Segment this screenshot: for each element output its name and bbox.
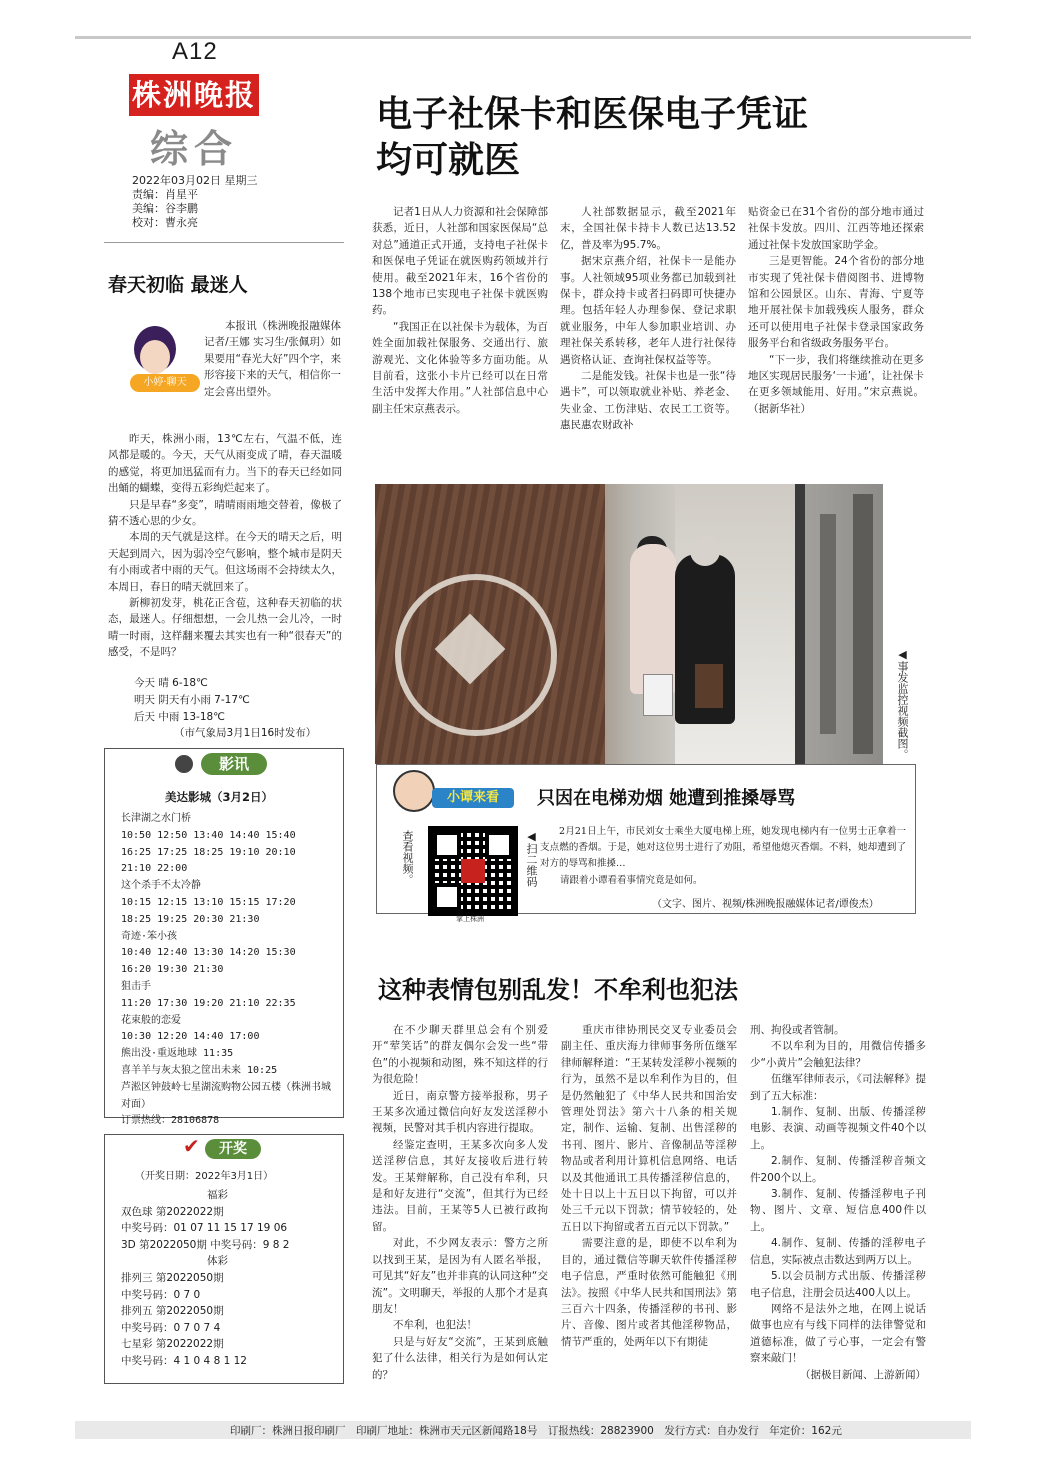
paragraph: 据宋京燕介绍，社保卡一是能办事。人社领域95项业务都已加载到社保卡，群众持卡或者扫码即可快捷办理。包括年轻人办理参保、登记求职就业服务，中年人参加职业培训、办理社保关系转移，老年人进行社保待遇资格认证、查询社保权益等等。: [560, 255, 736, 366]
paragraph: 经鉴定查明，王某多次向多人发送淫秽信息，其好友接收后进行转发。王某辩解称，自己没有牟利，只是和好友进行“交流”，但其行为已经违法。目前，王某等5人已被行政拘留。: [372, 1138, 548, 1233]
showtime-row: 16:20 19:30 21:30: [121, 964, 224, 976]
paragraph: 昨天，株洲小雨，13℃左右，气温不低，连风都是暖的。今天，天气从雨变成了晴，春天温暖的感觉，将更加迅猛而有力。当下的春天已经如同出蛹的蝴蝶，变得五彩绚烂起来了。: [108, 433, 342, 495]
paragraph: 重庆市律协刑民交叉专业委员会副主任、重庆海力律师事务所伍继军律师解释道：“王某转发淫秽小视频的行为，虽然不是以牟利作为目的，但是仍然触犯了《中华人民共和国治安管理处罚法》第六十八条的相关规定，制作、运输、复制、出售淫秽的书刊、图片、影片、音像制品等淫秽物品或者利用计算机信息网络、电话以及其他通讯工具传播淫秽信息的，处十日以上十五日以下拘留，可以并处三千元以下罚款；情节较轻的，处五日以下拘留或者五百元以下罚款。”: [561, 1024, 737, 1233]
paragraph: 不牟利，也犯法！: [393, 1319, 477, 1332]
masthead-logo: 株洲晚报: [129, 74, 259, 116]
story3-col1: [372, 1022, 548, 1402]
paragraph: 伍继军律师表示，《司法解释》提到了五大标准：: [750, 1073, 926, 1102]
paragraph: 近日，南京警方接举报称，男子王某多次通过微信向好友发送淫秽小视频，民警对其手机内容进行提取。: [372, 1089, 548, 1135]
lottery-category: 体彩: [207, 1255, 228, 1268]
showtimes: [121, 811, 337, 1130]
showtime-row: 10:30 12:20 14:40 17:00: [121, 1031, 260, 1043]
story1-col1: [372, 204, 548, 442]
story1-col2: [560, 204, 736, 472]
paragraph: 对此，不少网友表示：警方之所以找到王某，是因为有人匿名举报，可见其“好友”也并非真的认同这种“交流”。文明聊天，举报的人那个才是真朋友！: [372, 1237, 548, 1315]
paragraph: 2.制作、复制、传播淫秽音频文件200个以上。: [750, 1155, 926, 1184]
paragraph: 只是早春“多变”，晴晴雨雨地交替着，像极了猜不透心思的少女。: [108, 498, 342, 528]
story3-col2: [561, 1022, 737, 1402]
movie-title: 奇迹·笨小孩: [121, 930, 178, 942]
showtime-row: 喜羊羊与灰太狼之筐出未来 10:25: [121, 1064, 278, 1076]
paragraph: 4.制作、复制、传播的淫秽电子信息，实际被点击数达到两万以上。: [750, 1237, 926, 1266]
paragraph: “下一步，我们将继续推动在更多地区实现居民服务‘一卡通’，让社保卡在更多领域能用、好用。”宋京燕说。（据新华社）: [748, 353, 924, 415]
story3-col3: [750, 1022, 926, 1402]
showtime-row: 熊出没·重返地球 11:35: [121, 1048, 234, 1060]
paragraph: 刑、拘役或者管制。: [750, 1024, 845, 1036]
story2-body: 2月21日上午，市民刘女士乘坐大厦电梯上班，她发现电梯内有一位男士正拿着一支点燃的香烟。于是，她对这位男士进行了劝阻，希望他熄灭香烟。不料，她却遭到了对方的辱骂和推搡…: [540, 826, 906, 869]
lottery-date: （开奖日期：2022年3月1日）: [135, 1171, 274, 1182]
photo-caption: ◀事发监控视频截图。: [896, 648, 909, 760]
cinema-header: 影讯: [201, 753, 267, 775]
video-badge: 小谭来看: [432, 788, 514, 808]
surveillance-photo: [375, 484, 883, 764]
lottery-line: 七星彩 第2022022期: [121, 1338, 224, 1351]
movie-title: 这个杀手不太冷静: [121, 880, 201, 892]
cinema-address: 芦淞区钟鼓岭七星湖流购物公园五楼（株洲书城对面）: [121, 1081, 331, 1110]
showtime-row: 10:15 12:15 13:10 15:15 17:20: [121, 896, 296, 908]
scan-qr-hint: ◀扫二维码: [525, 830, 538, 887]
story2-credit: （文字、图片、视频/株洲晚报融媒体记者/谭俊杰）: [652, 899, 879, 910]
qr-hint: 查看视频。: [401, 830, 414, 885]
forecast-tomorrow: 明天 阴天有小雨 7-17℃: [134, 693, 250, 706]
lottery-line: 中奖号码：4 1 0 4 8 1 12: [121, 1354, 247, 1367]
movie-title: 长津湖之水门桥: [121, 813, 191, 824]
story2-headline: 只因在电梯劝烟 她遭到推搡辱骂: [537, 788, 796, 809]
lottery-box: [104, 1134, 344, 1384]
showtime-row: 21:10 22:00: [121, 863, 188, 875]
qr-label: 掌上株洲: [456, 915, 484, 923]
paragraph: 人社部数据显示，截至2021年末，全国社保卡持卡人数已达13.52亿，普及率为95.7%。: [560, 206, 736, 251]
page-number: A12: [172, 38, 218, 65]
reporter-avatar: [393, 770, 435, 812]
paragraph: 三是更智能。24个省份的部分地市实现了凭社保卡借阅图书、进博物馆和公园景区。山东、青海、宁夏等地开展社保卡加载残疾人服务，群众还可以使用电子社保卡登录国家政务服务平台和省级政务服务平台。: [748, 255, 924, 350]
paragraph: （据极目新闻、上游新闻）: [800, 1368, 926, 1381]
lottery-header: 开奖: [205, 1139, 261, 1159]
paragraph: 5.以会员制方式出版、传播淫秽电子信息，注册会员达400人以上。: [750, 1270, 926, 1299]
qr-code[interactable]: [428, 826, 518, 916]
paragraph: 本周的天气就是这样。在今天的晴天之后，明天起到周六，因为弱冷空气影响，整个城市是阴天有小雨或者中雨的天气。但这场雨不会持续太久，本周日，春日的晴天就回来了。: [108, 531, 342, 593]
paragraph: 网络不是法外之地，在网上说话做事也应有与线下同样的法律警觉和道德标准，做了亏心事，一定会有警察来敲门！: [750, 1302, 926, 1365]
movie-title: 花束般的恋爱: [121, 1014, 181, 1026]
story1-headline: 电子社保卡和医保电子凭证 均可就医: [376, 94, 809, 181]
showtime-row: 10:40 12:40 13:30 14:20 15:30: [121, 947, 296, 959]
paragraph: 在不少聊天群里总会有个别爱开“荤笑话”的群友偶尔会发一些“带色”的小视频和动图，殊不知这样的行为很危险！: [372, 1024, 548, 1086]
paragraph: 3.制作、复制、传播淫秽电子刊物、图片、文章、短信息400件以上。: [750, 1188, 926, 1233]
editor: 责编：肖星平: [132, 188, 198, 201]
lottery-results: [121, 1187, 337, 1370]
story1-col3: [748, 204, 924, 442]
showtime-row: 18:25 19:25 20:30 21:30: [121, 913, 260, 925]
edition-date: 2022年03月02日 星期三: [132, 174, 258, 187]
story3-headline: 这种表情包别乱发！不牟利也犯法: [378, 976, 738, 1004]
paragraph: “我国正在以社保卡为载体，为百姓全面加载社保服务、交通出行、旅游观光、文化体验等多方面功能。从目前看，这张小卡片已经可以在日常生活中发挥大作用。”人社部信息中心副主任宋京燕表示。: [372, 320, 548, 415]
paragraph: 不以牟利为目的，用微信传播多少“小黄片”会触犯法律？: [750, 1040, 926, 1069]
paragraph: 贴资金已在31个省份的部分地市通过社保卡发放。四川、江西等地还探索通过社保卡发放国家助学金。: [748, 206, 924, 251]
lottery-line: 3D 第2022050期 中奖号码：9 8 2: [121, 1238, 290, 1251]
lottery-line: 中奖号码：0 7 0: [121, 1288, 201, 1301]
paragraph: 1.制作、复制、出版、传播淫秽电影、表演、动画等视频文件40个以上。: [750, 1106, 926, 1151]
checkmark-icon: ✔: [183, 1134, 200, 1158]
lottery-category: 福彩: [207, 1189, 228, 1201]
lottery-line: 排列三 第2022050期: [121, 1271, 224, 1284]
cinema-box: [104, 748, 344, 1127]
lottery-line: 中奖号码：01 07 11 15 17 19 06: [121, 1222, 288, 1235]
forecast-day-after: 后天 中雨 13-18℃: [134, 710, 225, 723]
lottery-line: 双色球 第2022022期: [121, 1205, 224, 1218]
paragraph: 只是与好友“交流”，王某到底触犯了什么法律，相关行为是如何认定的？: [372, 1335, 548, 1381]
cinema-venue: 美达影城（3月2日）: [165, 790, 274, 804]
lottery-line: 排列五 第2022050期: [121, 1305, 224, 1318]
paragraph: 记者1日从人力资源和社会保障部获悉，近日，人社部和国家医保局“总对总”通道正式开通，支持电子社保卡和医保电子凭证在就医购药领域并行使用。截至2021年末，16个省份的138个地市已实现电子社保卡就医购药。: [372, 206, 548, 317]
columnist-avatar: [116, 326, 202, 394]
footer-info: 印刷厂：株洲日报印刷厂 印刷厂地址：株洲市天元区新闻路18号 订报热线：28823900 发行方式：自办发行 年定价：162元: [230, 1425, 842, 1437]
art-editor: 美编：谷李鹏: [132, 202, 198, 215]
proofreader: 校对：曹永亮: [132, 216, 198, 229]
section-title: 综合: [150, 126, 239, 171]
weather-headline: 春天初临 最迷人: [108, 274, 248, 296]
forecast-list: [134, 675, 344, 742]
columnist-badge: 小婷·聊天: [130, 374, 200, 392]
film-reel-icon: [175, 755, 193, 773]
lottery-line: 中奖号码：0 7 0 7 4: [121, 1321, 221, 1334]
paragraph: 需要注意的是，即使不以牟利为目的，通过微信等聊天软件传播淫秽电子信息，严重时依然可能触犯《刑法》。按照《中华人民共和国刑法》第三百六十四条，传播淫秽的书刊、影片、音像、图片或者其他淫秽物品，情节严重的，处两年以下有期徒: [561, 1237, 737, 1348]
story2-body-2: 请跟着小谭看看事情究竟是如何。: [560, 875, 703, 886]
forecast-source: （市气象局3月1日16时发布）: [174, 727, 317, 740]
forecast-today: 今天 晴 6-18℃: [134, 677, 208, 689]
paragraph: 新柳初发芽，桃花正含苞，这种春天初临的状态，最迷人。仔细想想，一会儿热一会儿冷，一时晴一时雨，这样翻来覆去其实也有一种“很春天”的感受，不是吗？: [108, 597, 342, 659]
showtime-row: 11:20 17:30 19:20 21:10 22:35: [121, 997, 296, 1009]
showtime-row: 16:25 17:25 18:25 19:10 20:10: [121, 846, 296, 858]
weather-lead: 本报讯（株洲晚报融媒体记者/王娜 实习生/张佩玥）如果要用“春光大好”四个字，来形容接下来的天气，相信你一定会喜出望外。: [204, 320, 341, 398]
divider: [104, 242, 344, 243]
cinema-hotline: 订票热线：28106878: [121, 1115, 220, 1127]
movie-title: 狙击手: [121, 980, 151, 992]
edition-meta: [132, 174, 258, 230]
showtime-row: 10:50 12:50 13:40 14:40 15:40: [121, 829, 296, 841]
paragraph: 二是能发钱。社保卡也是一张“待遇卡”，可以领取就业补贴、养老金、失业金、工伤津贴、农民工工资等。惠民惠农财政补: [560, 370, 736, 432]
